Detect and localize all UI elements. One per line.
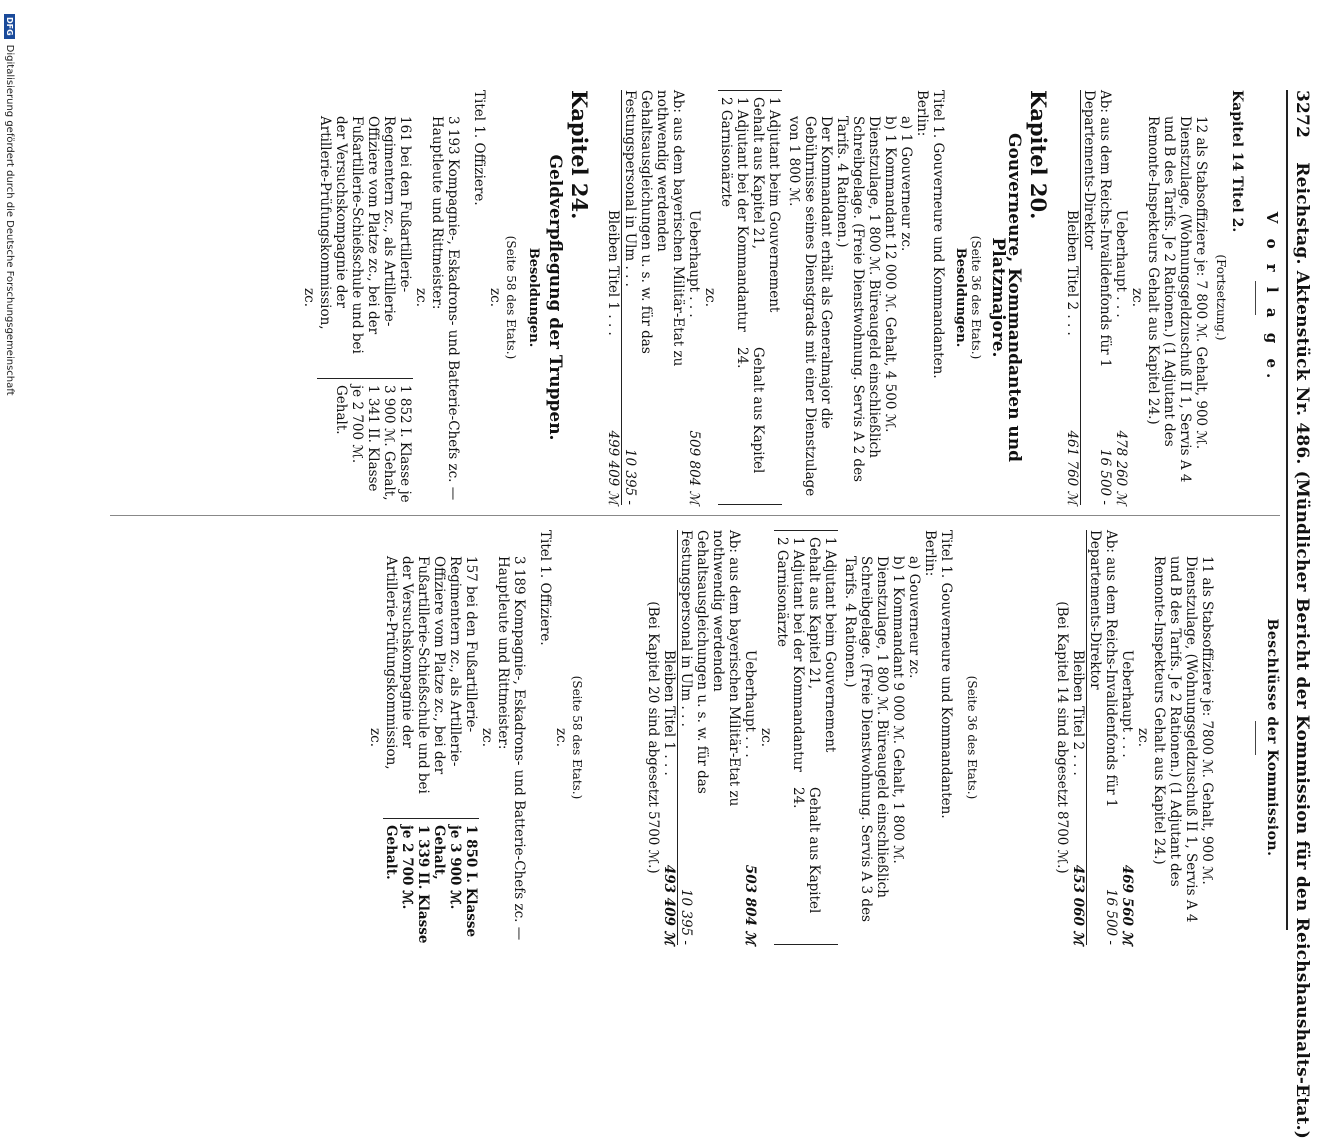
kap20-ab-label: Ab: aus dem bayerischen Militär-Etat zu nothwendig werdenden Gehaltsausgleichungen u. s. w. für das Festungspersonal in Ulm . . . (622, 90, 686, 367)
kap14-heading: Kapitel 14 Titel 2. (1229, 90, 1245, 233)
r-kap20-brace-item-2: 1 Adjutant bei der Kommandantur (790, 537, 806, 772)
r-kap24-3189: 3 189 Kompagnie-, Eskadrons- und Batterie-Chefs zc. — Hauptleute und Rittmeister: (495, 556, 527, 941)
kap20-bleiben-label: Bleiben Titel 1 . . . (605, 210, 621, 336)
kap14-total-label: Ueberhaupt . . . (1113, 210, 1129, 318)
r-kap20-brace-item-3: 2 Garnisonärzte (774, 537, 790, 647)
r-kap14-zc: zc. (1135, 728, 1151, 747)
r-kap20-brace-right: Gehalt aus Kapitel 24. (790, 787, 822, 914)
kap14-ab-label: Ab: aus dem Reichs-Invalidenfonds für 1 Departements-Direktor (1081, 90, 1113, 368)
r-kap14-total-value: 469 560 ℳ (1119, 864, 1135, 945)
page-header (1286, 90, 1312, 1139)
kap14-ab-row (1081, 90, 1113, 505)
right-column-heading: Beschlüsse der Kommission. (1264, 618, 1280, 857)
dfg-logo: DFG (5, 14, 16, 39)
r-kap20-brace-item-1: 1 Adjutant beim Gouvernement Gehalt aus Kapitel 21, (806, 537, 838, 753)
kap20-ab-value: 10 395 - (622, 448, 638, 505)
left-column-heading: V o r l a g e. (1263, 211, 1281, 384)
kap24-right-2: 1 341 II. Klasse je 2 700 ℳ. Gehalt. (333, 385, 381, 492)
r-kap20-item-a: a) Gouverneur zc. (906, 556, 922, 679)
kap24-chapter: Kapitel 24. (567, 90, 592, 220)
r-kap20-bleiben-value: 493 409 ℳ (661, 864, 677, 945)
r-kap14-ab-value: 16 500 - (1103, 888, 1119, 945)
kap20-chapter: Kapitel 20. (1026, 90, 1051, 220)
kap20-total-value: 509 804 ℳ (686, 430, 702, 505)
kap24-zc-3: zc. (301, 288, 317, 307)
r-kap24-right-1: 1 850 I. Klasse je 3 900 ℳ. Gehalt, (431, 825, 479, 938)
kap24-right-1: 1 852 I. Klasse je 3 900 ℳ. Gehalt, (381, 385, 413, 503)
kap20-page-ref: (Seite 36 des Etats.) (969, 235, 983, 360)
r-kap20-item-b: b) 1 Kommandant 9 000 ℳ. Gehalt, 1 800 ℳ. Dienstzulage, 1 800 ℳ. Büreaugeld einschließlich Schreibgelage. (Freie Dienstwohnung. Servis A 3 des Tarifs. 4 Rationen.) (842, 556, 906, 922)
r-kap24-zc-1: zc. (553, 728, 569, 747)
r-kap24-page-ref: (Seite 58 des Etats.) (570, 675, 584, 800)
kap20-item-b: b) 1 Kommandant 12 000 ℳ. Gehalt, 4 500 ℳ. Dienstzulage, 1 800 ℳ. Büreaugeld einschließlich Schreibgelage. (Freie Dienstwohnung. Servis A 2 des Tarifs. 4 Rationen.) (834, 116, 898, 482)
kap20-brace-block (718, 90, 782, 505)
kap20-berlin: Berlin: (914, 90, 930, 137)
kap20-brace-item-3: 2 Garnisonärzte (718, 97, 734, 207)
kap24-161: 161 bei den Fußartillerie-Regimentern zc., als Artillerie-Offiziere vom Platze zc., bei der Fußartillerie-Schießschule und bei der Versuchskompagnie der Artillerie-Prüfungskommission, (317, 116, 413, 354)
r-kap24-zc-2: zc. (479, 728, 495, 747)
kap20-ab-row (622, 90, 686, 505)
left-column-vorlage (301, 90, 1280, 505)
kap14-continuation: (Fortsetzung.) (1214, 254, 1228, 341)
r-kap14-total-row (1119, 530, 1135, 945)
r-kap24-157: 157 bei den Fußartillerie-Regimentern zc., als Artillerie-Offiziere vom Platze zc., bei der Fußartillerie-Schießschule und bei der Versuchskompagnie der Artillerie-Prüfungskommission, (383, 556, 479, 794)
r-kap14-bleiben-value: 453 060 ℳ (1070, 864, 1086, 945)
footer-text: Digitalisierung gefördert durch die Deutsche Forschungsgemeinschaft (4, 44, 16, 396)
kap14-bleiben-label: Bleiben Titel 2 . . . (1064, 210, 1080, 336)
kap20-total-row (686, 90, 702, 505)
kap24-besoldungen: Besoldungen. (526, 247, 541, 348)
r-kap20-total-row (742, 530, 758, 945)
kap24-page-ref: (Seite 58 des Etats.) (504, 235, 518, 360)
heading-rule-right (1255, 721, 1256, 755)
kap14-bleiben-value: 461 760 ℳ (1064, 430, 1080, 505)
r-kap14-note: (Bei Kapitel 14 sind abgesetzt 8700 ℳ.) (1054, 601, 1070, 874)
kap24-161-block (317, 90, 413, 505)
kap20-bleiben-value: 499 409 ℳ (605, 430, 621, 505)
kap20-besoldungen: Besoldungen. (953, 247, 968, 348)
r-kap14-total-label: Ueberhaupt . . . (1119, 650, 1135, 758)
kap20-brace-right: Gehalt aus Kapitel 24. (734, 347, 766, 474)
kap20-title: Gouverneure, Kommandanten und Platzmajore. (988, 133, 1024, 462)
r-kap14-ab-row (1087, 530, 1119, 945)
r-kap20-ab-row (678, 530, 742, 945)
kap20-brace-item-1: 1 Adjutant beim Gouvernement Gehalt aus Kapitel 21, (750, 97, 782, 313)
kap14-total-value: 478 260 ℳ (1113, 430, 1129, 505)
kap20-brace-item-2: 1 Adjutant bei der Kommandantur (734, 97, 750, 332)
r-kap14-bleiben-row (1070, 530, 1087, 945)
kap14-text: 12 als Stabsoffiziere je: 7 800 ℳ. Gehalt, 900 ℳ. Dienstzulage, (Wohnungsgeldzuschuß II 1, Servis A 4 und B des Tarifs. Je 2 Rationen.) (1 Adjutant des Remonte-Inspekteurs Gehalt aus Kapitel 24.) (1145, 116, 1209, 483)
kap20-zc: zc. (702, 288, 718, 307)
r-kap20-total-value: 503 804 ℳ (742, 864, 758, 945)
kap24-title: Geldverpflegung der Truppen. (545, 154, 565, 441)
r-kap20-note: (Bei Kapitel 20 sind abgesetzt 5700 ℳ.) (645, 601, 661, 874)
right-column-beschluesse (367, 530, 1280, 945)
r-kap20-berlin: Berlin: (922, 530, 938, 577)
kap24-zc-1: zc. (487, 288, 503, 307)
r-kap24-titel: Titel 1. Offiziere. (537, 530, 553, 646)
r-kap14-text: 11 als Stabsoffiziere je: 7800 ℳ. Gehalt, 900 ℳ. Dienstzulage, (Wohnungsgeldzuschuß II 1, Servis A 4 und B des Tarifs. Je 2 Rationen.) (1 Adjutant des Remonte-Inspekteurs Gehalt aus Kapitel 24.) (1151, 556, 1215, 923)
r-kap20-titel: Titel 1. Gouverneure und Kommandanten. (938, 530, 954, 819)
heading-rule (1255, 281, 1256, 315)
kap24-zc-2: zc. (413, 288, 429, 307)
column-divider (110, 515, 1280, 516)
r-kap14-bleiben-label: Bleiben Titel 2 . . . (1070, 650, 1086, 776)
kap14-ab-value: 16 500 - (1097, 448, 1113, 505)
kap14-zc: zc. (1129, 288, 1145, 307)
page-number: 3272 (1292, 90, 1312, 139)
r-kap20-bleiben-row (661, 530, 678, 945)
kap20-note: Der Kommandant erhält als Generalmajor die Gebührnisse seines Dienstgrads mit einer Dienstzulage von 1 800 ℳ. (786, 116, 834, 497)
digitization-footer (0, 0, 20, 1014)
r-kap20-brace-block (774, 530, 838, 945)
header-title: Reichstag. Aktenstück Nr. 486. (Mündlicher Bericht der Kommission für den Reichshaushalts-Etat.) (1292, 162, 1312, 1139)
kap24-titel: Titel 1. Offiziere. (471, 90, 487, 206)
r-kap24-zc-3: zc. (367, 728, 383, 747)
r-kap20-page-ref: (Seite 36 des Etats.) (965, 675, 979, 800)
r-kap20-ab-value: 10 395 - (678, 888, 694, 945)
r-kap24-157-block (383, 530, 479, 945)
r-kap20-total-label: Ueberhaupt . . . (742, 650, 758, 758)
kap14-total-row (1113, 90, 1129, 505)
r-kap20-ab-label: Ab: aus dem bayerischen Militär-Etat zu nothwendig werdenden Gehaltsausgleichungen u. s. w. für das Festungspersonal in Ulm . . . (678, 530, 742, 807)
r-kap20-bleiben-label: Bleiben Titel 1 . . . (661, 650, 677, 776)
kap24-3193: 3 193 Kompagnie-, Eskadrons- und Batterie-Chefs zc. — Hauptleute und Rittmeister: (429, 116, 461, 501)
kap14-bleiben-row (1064, 90, 1081, 505)
r-kap24-right-2: 1 339 II. Klasse je 2 700 ℳ. Gehalt. (383, 825, 431, 944)
kap20-bleiben-row (605, 90, 622, 505)
r-kap14-ab-label: Ab: aus dem Reichs-Invalidenfonds für 1 Departements-Direktor (1087, 530, 1119, 808)
kap20-item-a: a) 1 Gouverneur zc. (898, 116, 914, 252)
kap20-titel: Titel 1. Gouverneure und Kommandanten. (930, 90, 946, 379)
r-kap20-zc: zc. (758, 728, 774, 747)
kap20-total-label: Ueberhaupt . . . (686, 210, 702, 318)
